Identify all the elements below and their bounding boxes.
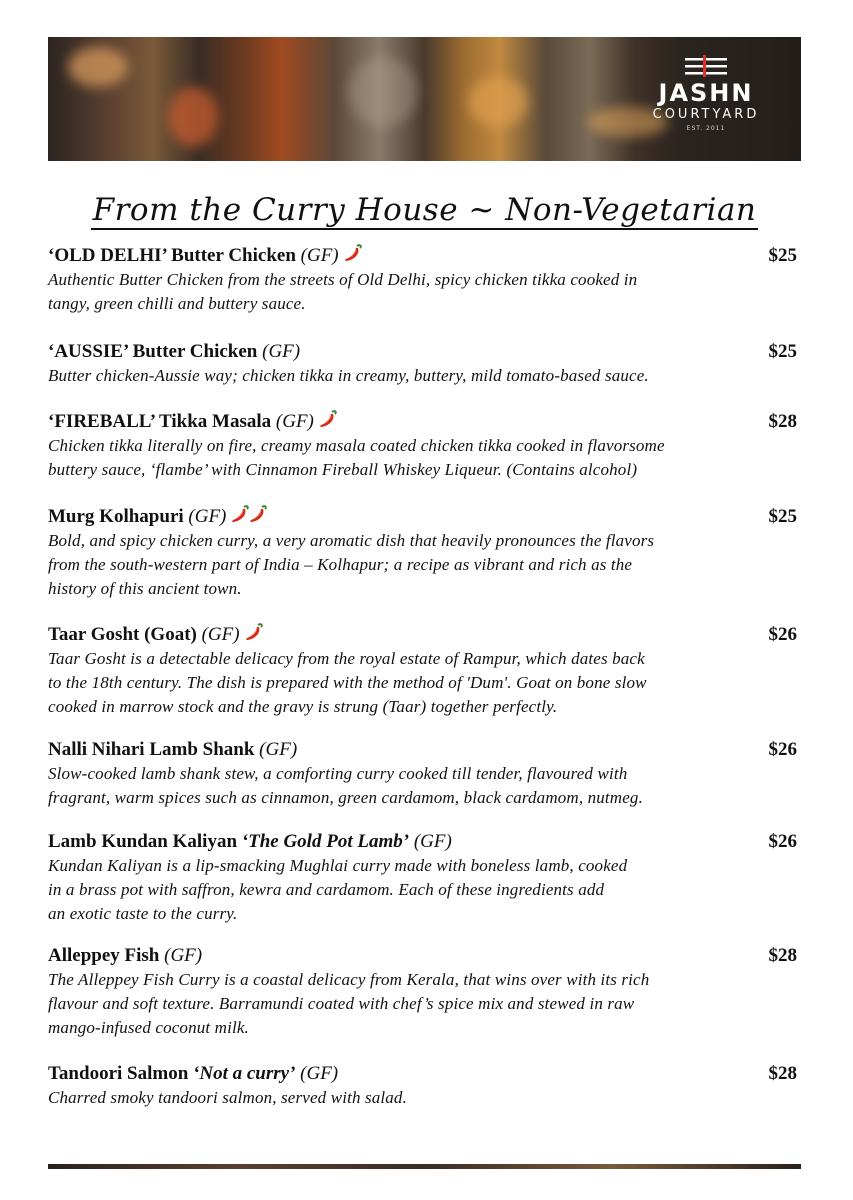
menu-item-description (48, 434, 801, 482)
description-line: Chicken tikka literally on fire, creamy masala coated chicken tikka cooked in flavorsome (48, 436, 665, 455)
menu-item-description (48, 1086, 801, 1110)
menu-item-nickname: ‘Not a curry’ (193, 1063, 296, 1084)
gluten-free-tag: (GF) (259, 739, 298, 760)
menu-item (48, 737, 801, 810)
menu-item-description (48, 647, 801, 719)
menu-item-price: $26 (768, 624, 797, 645)
description-line: Butter chicken-Aussie way; chicken tikka in creamy, buttery, mild tomato-based sauce. (48, 366, 649, 385)
brand-subtitle: COURTYARD (652, 107, 760, 122)
menu-item-nickname: ‘The Gold Pot Lamb’ (241, 831, 410, 852)
menu-item-heading (48, 622, 801, 647)
menu-item (48, 622, 801, 719)
header-banner-image (48, 37, 801, 161)
menu-item-name: Taar Gosht (Goat) (48, 624, 197, 645)
menu-item (48, 1061, 801, 1110)
description-line: tangy, green chilli and buttery sauce. (48, 294, 306, 313)
description-line: The Alleppey Fish Curry is a coastal delicacy from Kerala, that wins over with its rich (48, 970, 650, 989)
menu-item-price: $25 (768, 506, 797, 527)
menu-item-price: $28 (768, 945, 797, 966)
menu-item-name: Nalli Nihari Lamb Shank (48, 739, 255, 760)
menu-item-description (48, 762, 801, 810)
menu-item-name: ‘AUSSIE’ Butter Chicken (48, 341, 258, 362)
description-line: Slow-cooked lamb shank stew, a comforting curry cooked till tender, flavoured with (48, 764, 628, 783)
brand-name: JASHN (658, 79, 754, 107)
menu-item (48, 829, 801, 926)
menu-item-name: Tandoori Salmon (48, 1063, 189, 1084)
menu-item-name: ‘OLD DELHI’ Butter Chicken (48, 245, 296, 266)
menu-item-heading (48, 737, 801, 762)
menu-item (48, 409, 801, 482)
menu-item-heading (48, 243, 801, 268)
gluten-free-tag: (GF) (300, 1063, 339, 1084)
brand-logo (641, 55, 771, 132)
chili-pepper-icon (248, 504, 268, 524)
menu-item (48, 504, 801, 601)
menu-item (48, 243, 801, 316)
description-line: mango-infused coconut milk. (48, 1018, 249, 1037)
description-line: cooked in marrow stock and the gravy is strung (Taar) together perfectly. (48, 697, 558, 716)
gluten-free-tag: (GF) (188, 506, 227, 527)
chili-pepper-icon (318, 409, 338, 429)
chili-pepper-icon (244, 622, 264, 642)
gluten-free-tag: (GF) (262, 341, 301, 362)
description-line: flavour and soft texture. Barramundi coated with chef’s spice mix and stewed in raw (48, 994, 635, 1013)
menu-item-price: $26 (768, 739, 797, 760)
gluten-free-tag: (GF) (413, 831, 452, 852)
description-line: an exotic taste to the curry. (48, 904, 238, 923)
menu-item-price: $26 (768, 831, 797, 852)
menu-item-description (48, 968, 801, 1040)
menu-item-description (48, 364, 801, 388)
menu-item (48, 339, 801, 388)
menu-item-description (48, 529, 801, 601)
gluten-free-tag: (GF) (201, 624, 240, 645)
menu-item-heading (48, 339, 801, 364)
gluten-free-tag: (GF) (300, 245, 339, 266)
description-line: Kundan Kaliyan is a lip-smacking Mughlai curry made with boneless lamb, cooked (48, 856, 628, 875)
menu-item-description (48, 268, 801, 316)
menu-item-name: ‘FIREBALL’ Tikka Masala (48, 411, 272, 432)
menu-item-price: $28 (768, 1063, 797, 1084)
gluten-free-tag: (GF) (275, 411, 314, 432)
menu-item-heading (48, 829, 801, 854)
menu-item-price: $28 (768, 411, 797, 432)
menu-item-heading (48, 409, 801, 434)
description-line: in a brass pot with saffron, kewra and cardamom. Each of these ingredients add (48, 880, 605, 899)
menu-item-name: Murg Kolhapuri (48, 506, 184, 527)
menu-item-heading (48, 943, 801, 968)
description-line: buttery sauce, ‘flambe’ with Cinnamon Fireball Whiskey Liqueur. (Contains alcohol) (48, 460, 638, 479)
menu-item-name: Lamb Kundan Kaliyan (48, 831, 238, 852)
description-line: Authentic Butter Chicken from the streets of Old Delhi, spicy chicken tikka cooked in (48, 270, 638, 289)
description-line: fragrant, warm spices such as cinnamon, green cardamom, black cardamom, nutmeg. (48, 788, 643, 807)
description-line: Bold, and spicy chicken curry, a very aromatic dish that heavily pronounces the flavors (48, 531, 655, 550)
menu-item-heading (48, 1061, 801, 1086)
menu-item-name: Alleppey Fish (48, 945, 160, 966)
description-line: Taar Gosht is a detectable delicacy from the royal estate of Rampur, which dates back (48, 649, 645, 668)
menu-item-heading (48, 504, 801, 529)
description-line: from the south-western part of India – Kolhapur; a recipe as vibrant and rich as the (48, 555, 633, 574)
description-line: history of this ancient town. (48, 579, 242, 598)
description-line: to the 18th century. The dish is prepared with the method of 'Dum'. Goat on bone slow (48, 673, 647, 692)
gluten-free-tag: (GF) (164, 945, 203, 966)
menu-item-price: $25 (768, 245, 797, 266)
chili-pepper-icon (230, 504, 250, 524)
menu-item-price: $25 (768, 341, 797, 362)
footer-banner-strip (48, 1164, 801, 1169)
description-line: Charred smoky tandoori salmon, served with salad. (48, 1088, 407, 1107)
menu-item (48, 943, 801, 1040)
brand-established: EST. 2011 (686, 125, 726, 132)
logo-icon (681, 55, 731, 77)
menu-item-description (48, 854, 801, 926)
page-title: From the Curry House ~ Non-Vegetarian (92, 192, 757, 228)
chili-pepper-icon (343, 243, 363, 263)
